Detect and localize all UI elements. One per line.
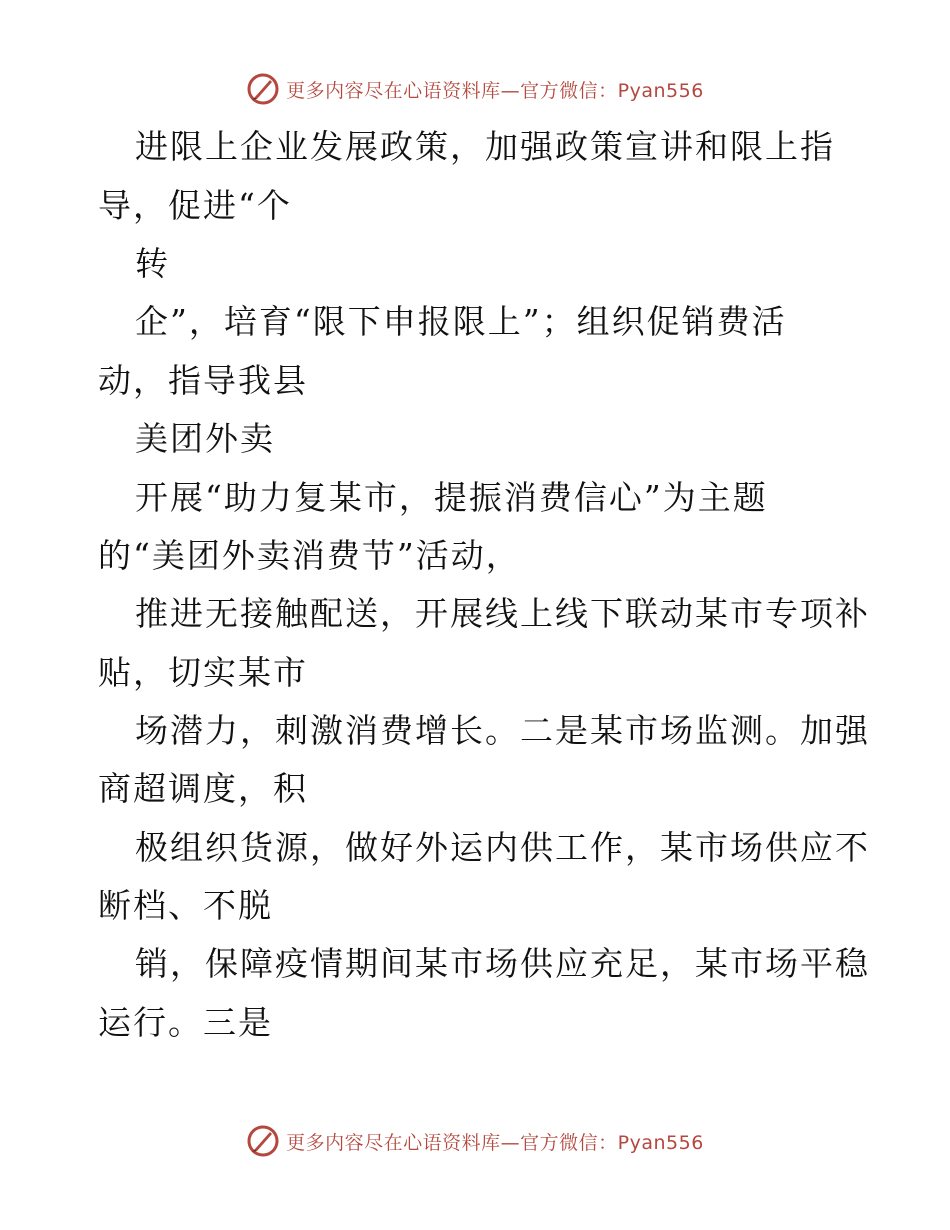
text-line: 导，促进“个 xyxy=(98,186,292,225)
text-line: 推进无接触配送，开展线上线下联动某市专项补 xyxy=(135,594,870,633)
text-line: 美团外卖 xyxy=(135,419,275,458)
text-line: 动，指导我县 xyxy=(98,361,308,400)
watermark-text: 更多内容尽在心语资料库—官方微信：Pyan556 xyxy=(286,1131,704,1154)
text-line: 企”，培育“限下申报限上”；组织促销费活 xyxy=(135,302,787,341)
text-line: 销，保障疫情期间某市场供应充足，某市场平稳 xyxy=(135,944,870,983)
text-line: 开展“助力复某市，提振消费信心”为主题 xyxy=(135,478,768,517)
footer-watermark xyxy=(0,1124,950,1158)
text-line: 进限上企业发展政策，加强政策宣讲和限上指 xyxy=(135,127,835,166)
text-line: 运行。三是 xyxy=(98,1003,273,1042)
text-line: 转 xyxy=(135,244,170,283)
text-line: 贴，切实某市 xyxy=(98,653,308,692)
text-line: 场潜力，刺激消费增长。二是某市场监测。加强 xyxy=(135,711,870,750)
watermark-text: 更多内容尽在心语资料库—官方微信：Pyan556 xyxy=(286,79,704,102)
quill-pen-logo-icon xyxy=(246,1124,280,1158)
text-line: 极组织货源，做好外运内供工作，某市场供应不 xyxy=(135,828,870,867)
text-line: 的“美团外卖消费节”活动， xyxy=(98,536,521,575)
text-line: 断档、不脱 xyxy=(98,886,273,925)
text-line: 商超调度，积 xyxy=(98,769,308,808)
